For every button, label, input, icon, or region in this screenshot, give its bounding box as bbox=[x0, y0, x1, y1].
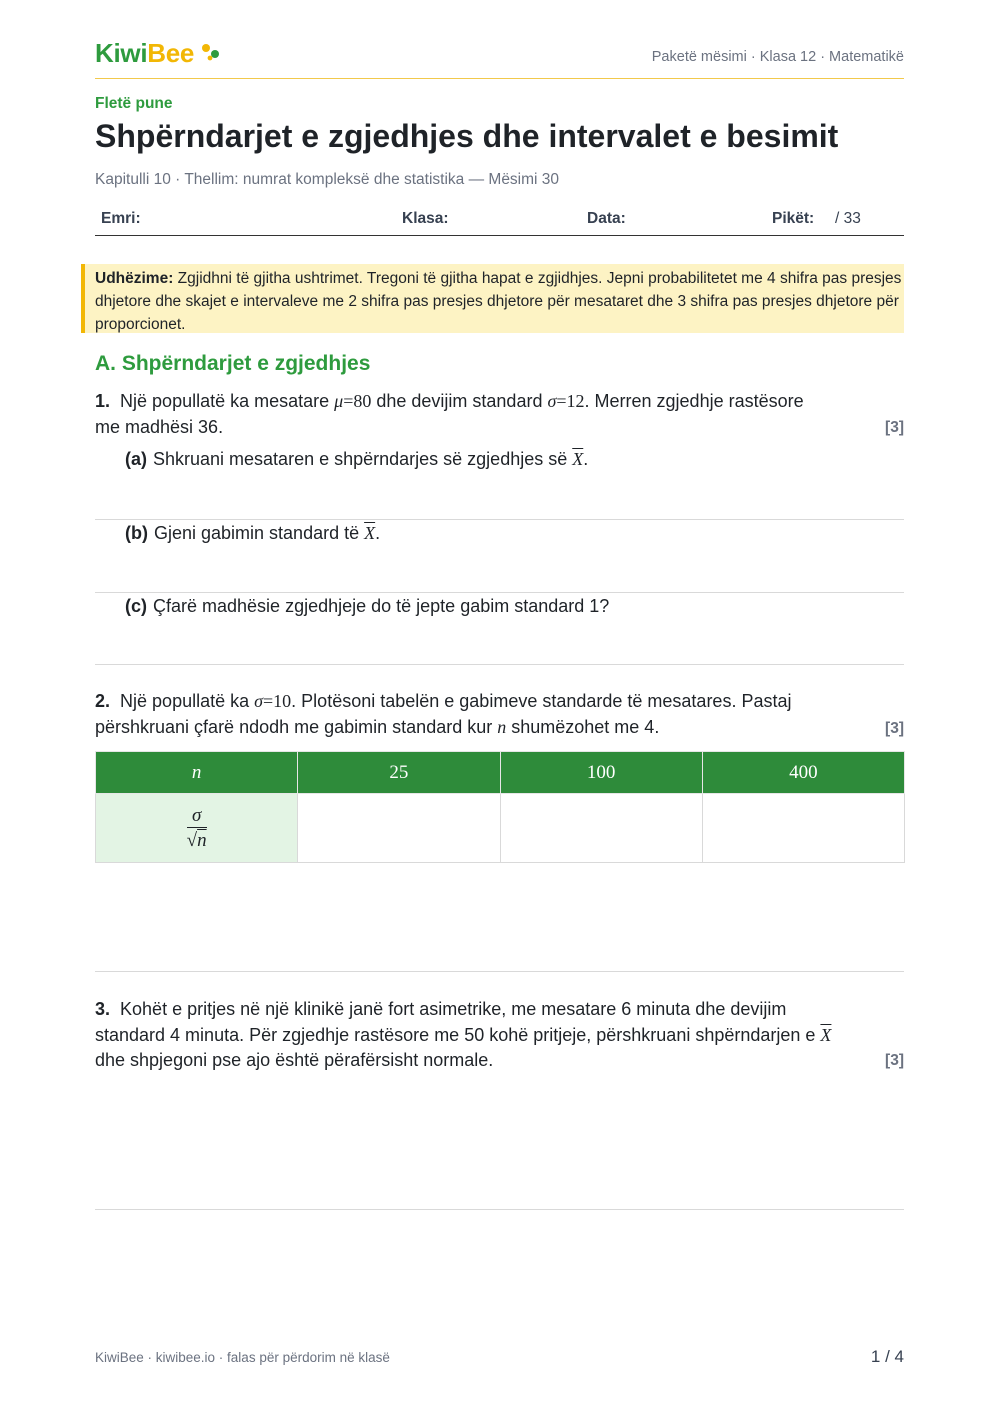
class-label: Klasa: bbox=[402, 210, 449, 227]
answer-line bbox=[95, 592, 904, 593]
logo-kiwi-text: Kiwi bbox=[95, 38, 148, 68]
question-1c bbox=[125, 596, 609, 617]
question-3-marks: [3] bbox=[885, 1052, 904, 1069]
instructions-text: Zgjidhni të gjitha ushtrimet. Tregoni të gjitha hapat e zgjidhjes. Jepni probabilitetet me 4 shifra pas presjes dhjetore dhe skajet e intervaleve me 2 shifra pas presjes dhjetore për mesataret dhe 3 shifra pas presjes dhjetore për proporcionet. bbox=[95, 270, 902, 333]
question-1a bbox=[125, 449, 588, 470]
part-text: Çfarë madhësie zgjedhjeje do të jepte gabim standard 1? bbox=[153, 596, 610, 616]
worksheet-page bbox=[95, 0, 904, 1413]
question-2-line-2 bbox=[95, 714, 659, 740]
table-header-row bbox=[96, 752, 905, 794]
part-text: Shkruani mesataren e shpërndarjes së zgjedhjes së bbox=[153, 449, 573, 469]
date-label: Data: bbox=[587, 210, 626, 227]
sigma-value: =10 bbox=[263, 691, 292, 711]
table-row bbox=[96, 794, 905, 863]
mu-symbol: μ bbox=[334, 391, 344, 411]
xbar-symbol: $\overline{X}$ bbox=[820, 1025, 832, 1045]
answer-cell-25[interactable] bbox=[298, 794, 500, 863]
xbar-symbol: $\overline{X}$ bbox=[364, 523, 376, 543]
brand-logo bbox=[95, 38, 194, 69]
n-symbol: n bbox=[497, 717, 507, 737]
question-1b bbox=[125, 523, 380, 544]
part-label: (a) bbox=[125, 449, 147, 469]
question-1-line-2: me madhësi 36. bbox=[95, 417, 224, 437]
question-2-number: 2. bbox=[95, 691, 111, 711]
name-label: Emri: bbox=[101, 210, 141, 227]
table-row-header-formula bbox=[96, 794, 298, 863]
page-subtitle: Kapitulli 10 · Thellim: numrat kompleksë dhe statistika — Mësimi 30 bbox=[95, 171, 560, 188]
question-3-number: 3. bbox=[95, 999, 111, 1019]
instructions-box bbox=[81, 264, 904, 333]
question-2-text: përshkruani çfarë ndodh me gabimin standard kur bbox=[95, 717, 498, 737]
question-1-line-1 bbox=[95, 388, 804, 414]
worksheet-type-label: Fletë pune bbox=[95, 95, 173, 112]
table-header-100: 100 bbox=[500, 752, 702, 794]
mu-value: =80 bbox=[343, 391, 372, 411]
answer-line bbox=[95, 519, 904, 520]
points-label: Pikët: bbox=[772, 210, 815, 227]
answer-line bbox=[95, 971, 904, 972]
part-label: (c) bbox=[125, 596, 147, 616]
question-3-line-1 bbox=[95, 996, 786, 1022]
question-1-text: . Merren zgjedhje rastësore bbox=[584, 391, 804, 411]
question-2-line-1 bbox=[95, 688, 791, 714]
part-text-end: . bbox=[583, 449, 589, 469]
page-number: 1 / 4 bbox=[870, 1347, 904, 1366]
question-1-text: Një popullatë ka mesatare bbox=[120, 391, 335, 411]
table-header-n: n bbox=[96, 752, 298, 794]
sigma-symbol: σ bbox=[547, 391, 557, 411]
sigma-value: =12 bbox=[556, 391, 585, 411]
footer-credits: KiwiBee · kiwibee.io · falas për përdorim në klasë bbox=[95, 1350, 390, 1365]
formula-denominator bbox=[187, 828, 207, 851]
question-3-line-3: dhe shpjegoni pse ajo është përafërsisht normale. bbox=[95, 1050, 494, 1070]
question-3-line-2 bbox=[95, 1022, 831, 1048]
question-3-text: Kohët e pritjes në një klinikë janë fort asimetrike, me mesatare 6 minuta dhe devijim bbox=[120, 999, 787, 1019]
question-2-text: shumëzohet me 4. bbox=[506, 717, 660, 737]
standard-error-table bbox=[95, 751, 905, 863]
sigma-over-root-n-formula bbox=[187, 805, 207, 851]
xbar-symbol: $\overline{X}$ bbox=[572, 449, 584, 469]
question-1-text: dhe devijim standard bbox=[371, 391, 548, 411]
page-header bbox=[95, 36, 904, 79]
table-header-25: 25 bbox=[298, 752, 500, 794]
formula-n: n bbox=[197, 830, 207, 851]
answer-line bbox=[95, 1209, 904, 1210]
formula-numerator: σ bbox=[187, 805, 207, 828]
answer-cell-100[interactable] bbox=[500, 794, 702, 863]
section-a-title: A. Shpërndarjet e zgjedhjes bbox=[95, 352, 371, 375]
part-text: Gjeni gabimin standard të bbox=[153, 523, 365, 543]
instructions-label: Udhëzime: bbox=[95, 270, 174, 287]
sigma-symbol: σ bbox=[254, 691, 264, 711]
question-3-text: standard 4 minuta. Për zgjedhje rastësore me 50 kohë pritjeje, përshkruani shpërndarjen e bbox=[95, 1025, 821, 1045]
question-1-number: 1. bbox=[95, 391, 111, 411]
logo-bee-text: Bee bbox=[147, 38, 195, 68]
table-header-400: 400 bbox=[702, 752, 904, 794]
page-title: Shpërndarjet e zgjedhjes dhe intervalet e besimit bbox=[95, 118, 839, 154]
answer-cell-400[interactable] bbox=[702, 794, 904, 863]
sqrt-symbol: √ bbox=[186, 830, 198, 851]
part-label: (b) bbox=[125, 523, 148, 543]
answer-line bbox=[95, 664, 904, 665]
question-2-text: Një popullatë ka bbox=[120, 691, 255, 711]
points-total: / 33 bbox=[835, 210, 861, 227]
header-breadcrumb: Paketë mësimi · Klasa 12 · Matematikë bbox=[651, 49, 904, 65]
question-1-marks: [3] bbox=[885, 419, 904, 436]
student-info-fields bbox=[95, 200, 904, 236]
question-2-marks: [3] bbox=[885, 720, 904, 737]
question-2-text: . Plotësoni tabelën e gabimeve standarde të mesatares. Pastaj bbox=[291, 691, 792, 711]
logo-dots-icon bbox=[200, 42, 224, 62]
part-text-end: . bbox=[375, 523, 381, 543]
